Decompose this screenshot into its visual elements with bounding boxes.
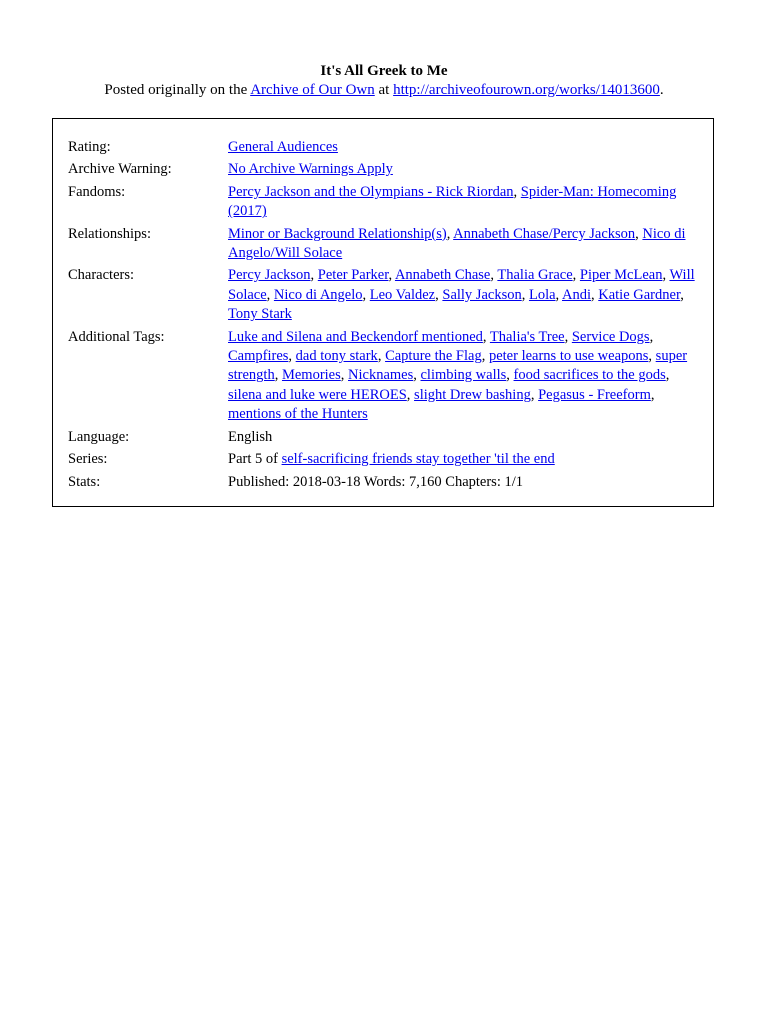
tag-link[interactable]: super strength [228,348,688,384]
tag-link[interactable]: silena and luke were HEROES [228,386,407,403]
work-title: It's All Greek to Me [320,63,448,79]
tag-link[interactable]: Minor or Background Relationship(s) [228,225,447,242]
language-row [68,428,703,447]
rating-label: Rating: [68,139,111,155]
tag-link[interactable]: Percy Jackson and the Olympians - Rick Riordan [228,183,514,200]
work-url-link[interactable]: http://archiveofourown.org/works/14013600 [393,82,660,98]
tag-link[interactable]: food sacrifices to the gods [513,367,666,384]
tag-link[interactable]: Percy Jackson [228,267,311,284]
tag-link[interactable]: Will Solace [228,267,695,303]
tag-link[interactable]: Annabeth Chase [394,267,491,284]
posted-line [0,81,768,100]
relationships-row [68,225,703,264]
rating-row [68,138,703,157]
warning-link[interactable]: No Archive Warnings Apply [228,161,393,178]
tag-link[interactable]: Tony Stark [228,306,292,323]
rating-link[interactable]: General Audiences [228,139,338,155]
tag-link[interactable]: Service Dogs [571,328,650,345]
stats-row [68,473,703,492]
tags-row [68,328,703,425]
tag-link[interactable]: Capture the Flag [385,348,482,365]
warning-row [68,160,703,179]
tag-link[interactable]: Campfires [228,348,289,365]
tag-link[interactable]: peter learns to use weapons [488,348,649,365]
tag-link[interactable]: climbing walls [420,367,507,384]
archive-link[interactable]: Archive of Our Own [250,82,375,98]
tag-link[interactable]: Pegasus - Freeform [538,386,651,403]
series-prefix: Part 5 of [228,451,278,468]
warning-label: Archive Warning: [68,161,172,178]
fandoms-label: Fandoms: [68,183,126,200]
relationships-label: Relationships: [68,225,151,242]
tag-link[interactable]: Annabeth Chase/Percy Jackson [453,225,636,242]
tag-link[interactable]: Memories [281,367,341,384]
language-value: English [228,428,273,445]
tags-label: Additional Tags: [68,328,165,345]
fandoms-row [68,183,703,222]
series-link[interactable]: self-sacrificing friends stay together 'til the end [281,451,555,468]
tag-link[interactable]: dad tony stark [295,348,378,365]
posted-prefix: Posted originally on the [104,82,248,98]
tag-link[interactable]: Andi [562,286,591,303]
tag-link[interactable]: slight Drew bashing [414,386,531,403]
tag-link[interactable]: Katie Gardner [598,286,681,303]
characters-row [68,266,703,324]
characters-label: Characters: [68,267,135,284]
series-label: Series: [68,451,108,468]
tag-link[interactable]: Nicknames [348,367,414,384]
header [0,62,768,100]
tag-link[interactable]: Leo Valdez [369,286,436,303]
tag-link[interactable]: Lola [528,286,556,303]
tag-link[interactable]: Piper McLean [579,267,663,284]
tag-link[interactable]: Peter Parker [317,267,389,284]
stats-label: Stats: [68,473,101,490]
relationships-list: Minor or Background Relationship(s), Annabeth Chase/Percy Jackson, Nico di Angelo/Will Solace [228,225,686,262]
metadata-list [68,138,703,495]
fandoms-list: Percy Jackson and the Olympians - Rick Riordan, Spider-Man: Homecoming (2017) [228,183,677,220]
series-row [68,450,703,469]
tags-list: Luke and Silena and Beckendorf mentioned, Thalia's Tree, Service Dogs, Campfires, dad tony stark, Capture the Flag, peter learns to use weapons, super strength, Memories, Nicknames, climbing walls, food sacrifices to the gods, silena and luke were HEROES, slight Drew bashing, Pegasus - Freeform, mentions of the Hunters [228,328,688,423]
tag-link[interactable]: Thalia's Tree [489,328,565,345]
language-label: Language: [68,428,130,445]
tag-link[interactable]: Nico di Angelo/Will Solace [228,225,686,262]
tag-link[interactable]: Spider-Man: Homecoming (2017) [228,183,677,220]
characters-list: Percy Jackson, Peter Parker, Annabeth Chase, Thalia Grace, Piper McLean, Will Solace, Nico di Angelo, Leo Valdez, Sally Jackson, Lola, Andi, Katie Gardner, Tony Stark [228,267,695,323]
posted-at: at [378,82,390,98]
tag-link[interactable]: Thalia Grace [497,267,573,284]
tag-link[interactable]: mentions of the Hunters [228,406,368,423]
metadata-box [52,118,714,507]
tag-link[interactable]: Sally Jackson [442,286,522,303]
stats-value: Published: 2018-03-18 Words: 7,160 Chapters: 1/1 [228,473,523,490]
tag-link[interactable]: Luke and Silena and Beckendorf mentioned [228,328,483,345]
posted-end: . [659,82,664,98]
tag-link[interactable]: Nico di Angelo [273,286,363,303]
